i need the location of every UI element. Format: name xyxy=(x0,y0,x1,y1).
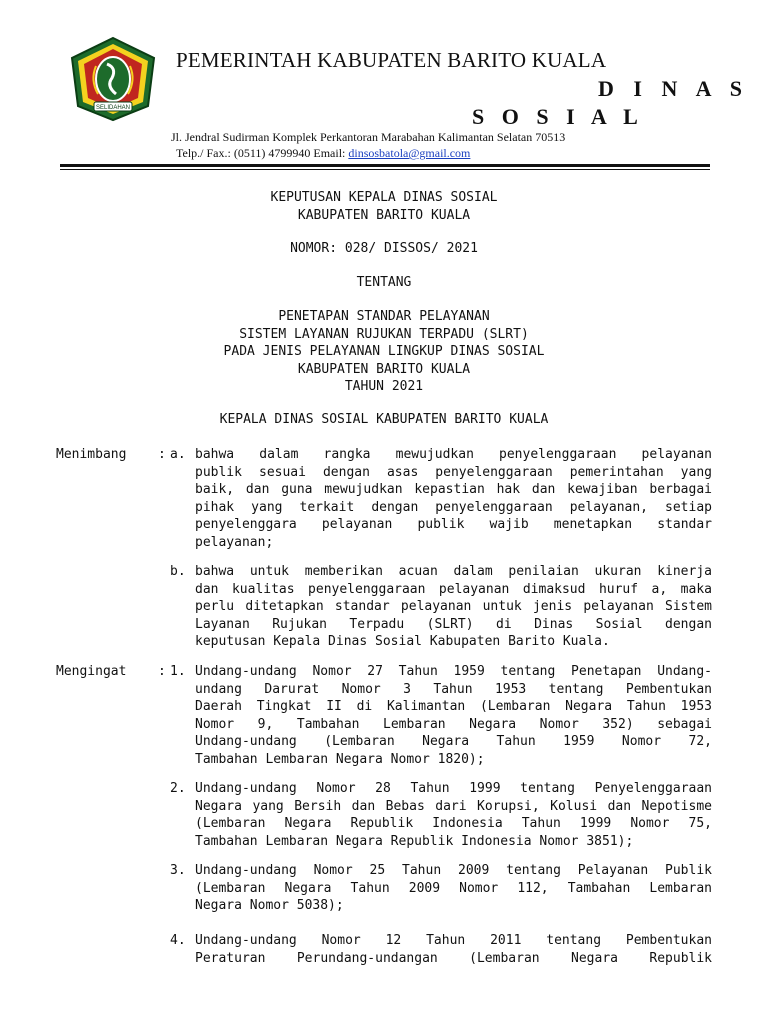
text-line: perlu ditetapkan standar pelayanan untuk jenis pelayanan Sistem xyxy=(195,599,712,614)
item-marker: 1. xyxy=(170,664,186,679)
item-marker: 3. xyxy=(170,863,186,878)
text-line: baik, dan guna mewujudkan kepastian hak dan kewajiban berbagai xyxy=(195,482,712,497)
department-name-line-2: S O S I A L xyxy=(472,104,644,129)
item-marker: a. xyxy=(170,447,186,462)
text-line: Negara yang Bersih dan Bebas dari Korupsi, Kolusi dan Nepotisme xyxy=(195,798,712,814)
text-line: (Lembaran Negara Tahun 2009 Nomor 112, Tambahan Lembaran xyxy=(195,880,712,896)
regency-emblem-logo xyxy=(68,36,158,122)
subject-line: TAHUN 2021 xyxy=(344,379,424,394)
issuer-heading: KEPALA DINAS SOSIAL KABUPATEN BARITO KUALA xyxy=(219,412,549,427)
email-link[interactable]: dinsosbatola@gmail.com xyxy=(348,146,471,160)
text-line: Undang-undang Nomor 25 Tahun 2009 tentang Pelayanan Publik xyxy=(195,863,712,878)
text-line: Layanan Rujukan Terpadu (SLRT) di Dinas Sosial dengan xyxy=(195,616,712,632)
subject-line: KABUPATEN BARITO KUALA xyxy=(297,361,471,377)
legal-basis-item-1 xyxy=(195,663,712,768)
decree-number: NOMOR: 028/ DISSOS/ 2021 xyxy=(290,241,478,256)
item-marker: 2. xyxy=(170,781,186,796)
subject-line: PENETAPAN STANDAR PELAYANAN xyxy=(278,309,490,324)
considering-item-b xyxy=(195,563,712,651)
decree-title xyxy=(60,189,708,224)
text-line: Negara Nomor 5038); xyxy=(195,898,344,913)
text-line: penyelenggara pelayanan publik wajib menetapkan standar xyxy=(195,517,712,532)
legal-basis-item-2 xyxy=(195,780,712,850)
phone-fax: Telp./ Fax.: (0511) 4799940 Email: xyxy=(176,146,349,160)
text-line: pihak yang terkait dengan penyelenggaraan pelayanan, setiap xyxy=(195,499,712,515)
decree-subject xyxy=(60,308,708,396)
mengingat-colon: : xyxy=(158,664,166,679)
office-address: Jl. Jendral Sudirman Komplek Perkantoran Marabahan Kalimantan Selatan 70513 xyxy=(171,130,566,144)
text-line: pelayanan; xyxy=(195,534,274,550)
menimbang-colon: : xyxy=(158,447,166,462)
contact-line xyxy=(176,146,470,161)
item-marker: 4. xyxy=(170,933,186,948)
text-line: bahwa dalam rangka mewujudkan penyelenggaraan pelayanan xyxy=(195,447,712,462)
text-line: Daerah Tingkat II di Kalimantan (Lembaran Negara Tahun 1953 xyxy=(195,699,712,714)
text-line: keputusan Kepala Dinas Sosial Kabupaten Barito Kuala. xyxy=(195,634,610,649)
title-line-2: KABUPATEN BARITO KUALA xyxy=(297,207,471,223)
subject-line: SISTEM LAYANAN RUJUKAN TERPADU (SLRT) xyxy=(239,326,529,342)
text-line: Undang-undang (Lembaran Negara Tahun 1959 Nomor 72, xyxy=(195,734,712,749)
legal-basis-item-4 xyxy=(195,932,712,967)
tentang-heading: TENTANG xyxy=(356,275,412,290)
department-name-line-1: D I N A S xyxy=(598,76,750,101)
letterhead-divider-thin xyxy=(60,169,710,170)
menimbang-label: Menimbang xyxy=(56,447,127,462)
text-line: Peraturan Perundang-undangan (Lembaran Negara Republik xyxy=(195,950,712,966)
letterhead-divider-thick xyxy=(60,164,710,167)
text-line: Undang-undang Nomor 12 Tahun 2011 tentang Pembentukan xyxy=(195,933,712,948)
legal-basis-item-3 xyxy=(195,862,712,915)
text-line: bahwa untuk memberikan acuan dalam penilaian ukuran kinerja xyxy=(195,564,712,579)
text-line: Nomor 9, Tambahan Lembaran Negara Nomor 352) sebagai xyxy=(195,716,712,732)
text-line: undang Darurat Nomor 3 Tahun 1953 tentang Pembentukan xyxy=(195,681,712,697)
logo-banner-text: SELIDAHAN xyxy=(95,105,131,111)
text-line: Undang-undang Nomor 28 Tahun 1999 tentang Penyelenggaraan xyxy=(195,781,712,796)
text-line: dan kualitas penyelenggaraan pelayanan dimaksud huruf a, maka xyxy=(195,581,712,597)
text-line: Undang-undang Nomor 27 Tahun 1959 tentang Penetapan Undang- xyxy=(195,664,712,679)
item-marker: b. xyxy=(170,564,186,579)
title-line-1: KEPUTUSAN KEPALA DINAS SOSIAL xyxy=(270,190,498,205)
text-line: Tambahan Lembaran Negara Nomor 1820); xyxy=(195,751,485,767)
text-line: publik sesuai dengan asas penyelenggaraan pemerintahan yang xyxy=(195,464,712,480)
considering-item-a xyxy=(195,446,712,551)
mengingat-label: Mengingat xyxy=(56,664,127,679)
text-line: Tambahan Lembaran Negara Republik Indonesia Nomor 3851); xyxy=(195,833,634,849)
organization-name: PEMERINTAH KABUPATEN BARITO KUALA xyxy=(176,48,607,72)
text-line: (Lembaran Negara Republik Indonesia Tahun 1999 Nomor 75, xyxy=(195,816,712,831)
subject-line: PADA JENIS PELAYANAN LINGKUP DINAS SOSIAL xyxy=(223,344,545,359)
